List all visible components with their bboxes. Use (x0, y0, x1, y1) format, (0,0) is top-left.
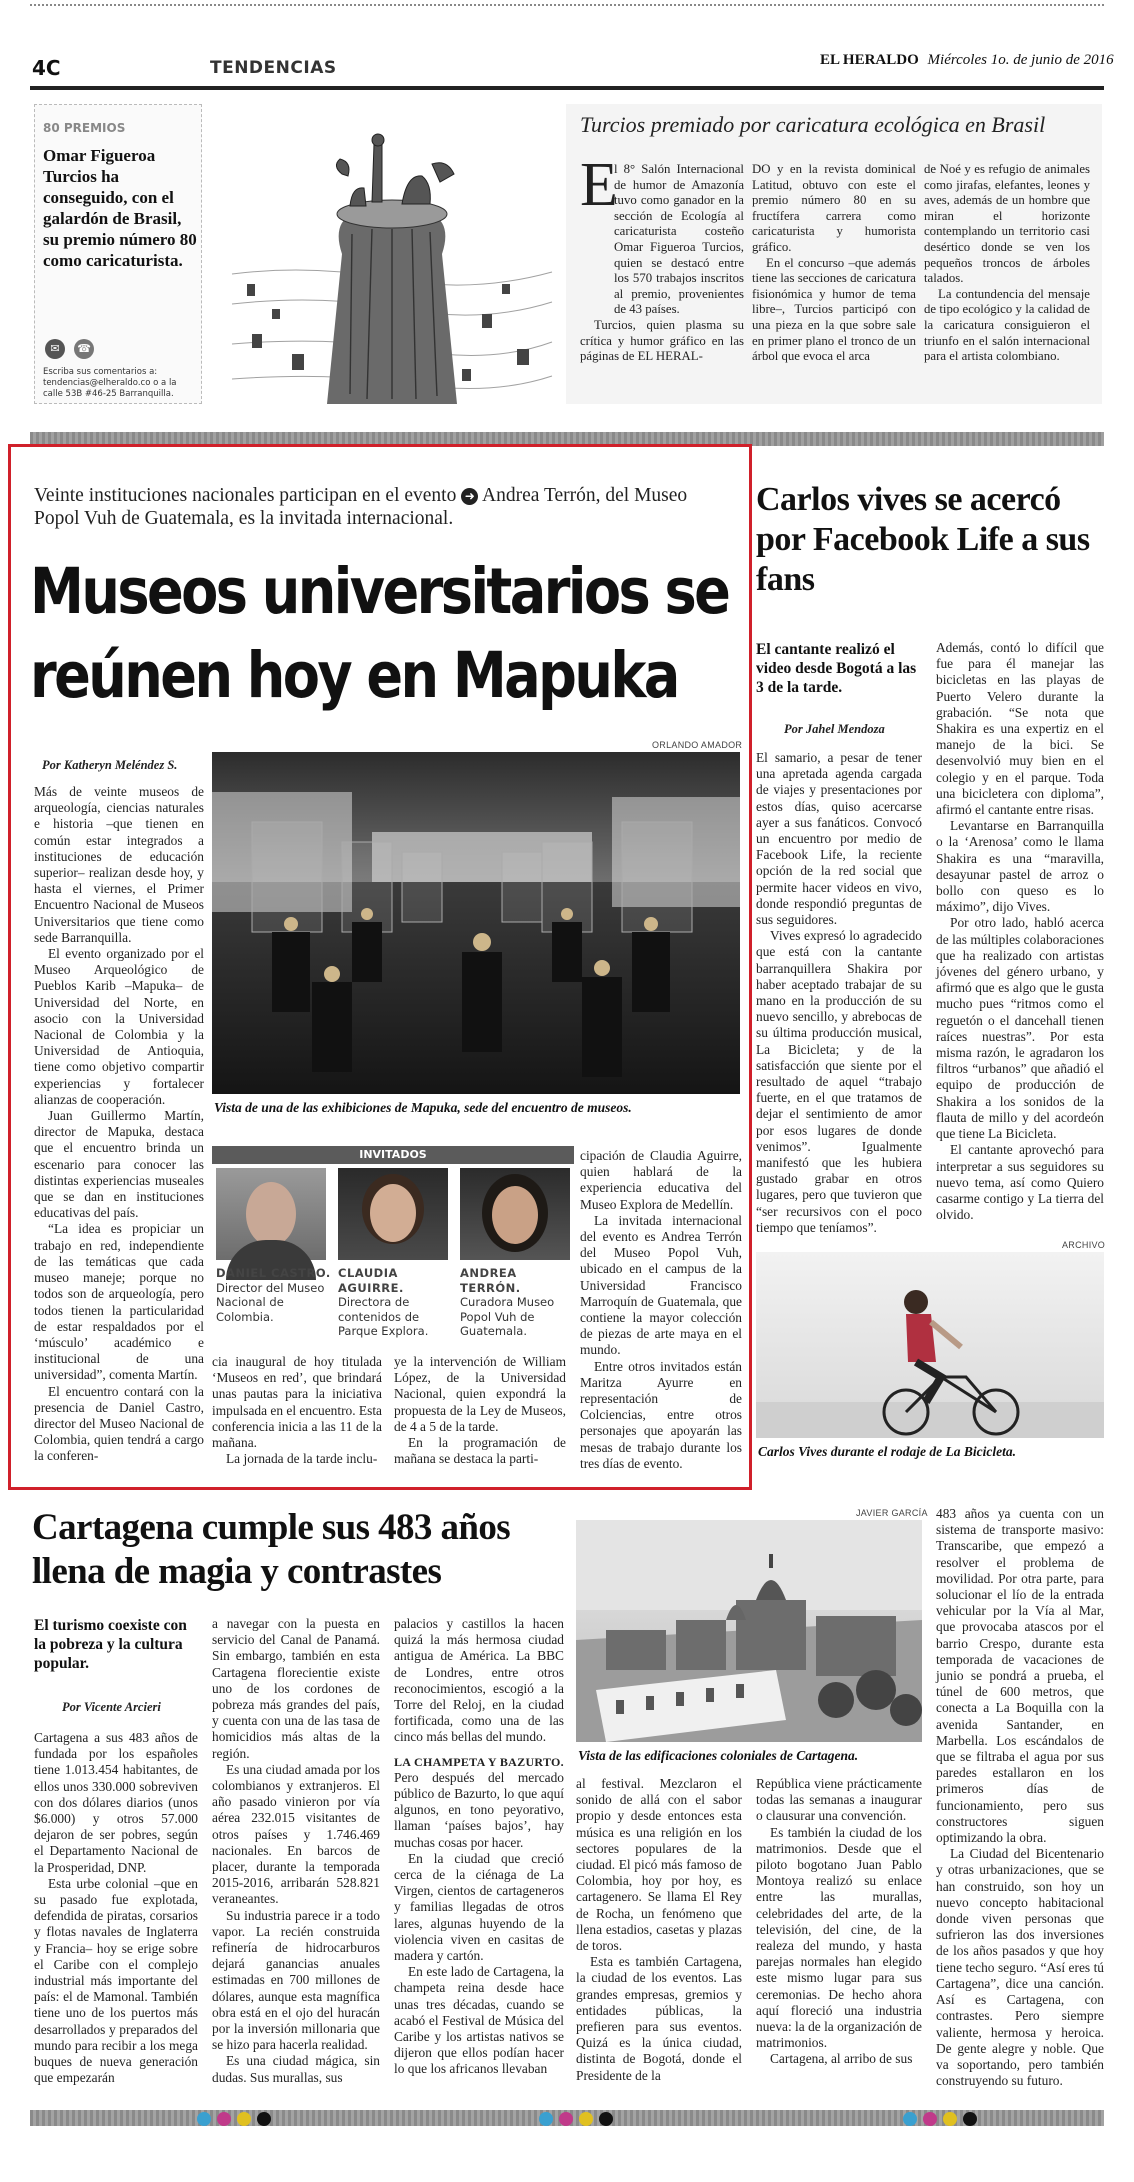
top-story-summary: Omar Figueroa Turcios ha conseguido, con el galardón de Brasil, su premio número 80 como caricaturista. (43, 146, 197, 270)
cartagena-headline-line2: llena de magia y contrastes (32, 1551, 442, 1592)
museos-col4-text: cipación de Claudia Aguirre, quien hablará de la experiencia educativa del Museo Explora de Medellín. (580, 1148, 742, 1212)
arrow-right-icon: ➜ (461, 488, 478, 505)
museos-photo-credit: ORLANDO AMADOR (652, 740, 743, 750)
chat-icon: ☎ (74, 339, 94, 359)
registration-marks-right (900, 2111, 980, 2130)
museos-col1-p4: “La idea es propiciar un trabajo en red, independiente de las temáticas que cada museo maneje; porque no todos son de arqueología, pero todos tienen la particularidad de estar respaldados por el ‘músculo’ académico e institucional de una universidad”, comenta Martín. (34, 1221, 204, 1383)
vives-photo (756, 1252, 1104, 1438)
guest-face (492, 1186, 538, 1244)
museos-headline-line1: Museos universitarios se (30, 555, 729, 628)
cartagena-subhead-label: LA CHAMPETA Y BAZURTO. (394, 1754, 564, 1769)
guest-name: CLAUDIA AGUIRRE. (338, 1266, 404, 1295)
cartagena-col5-p2: Es también la ciudad de los matrimonios. Desde que el piloto bogotano Juan Pablo Montoya realizó su enlace entre las murallas, celebridades del arte, de la televisión, del cine, de la realeza del mundo, y hasta parejas normales han elegido este mismo lugar para sus ceremonias. De hecho ahora aquí floreció una industria nueva: la de la organización de matrimonios. (756, 1824, 922, 2051)
cartagena-col5-p1: República viene prácticamente todas las semanas a inaugurar o clausurar una convención. (756, 1776, 922, 1824)
black-dot (599, 2112, 613, 2126)
cartagena-subhead (394, 1754, 564, 1851)
cartagena-col5 (756, 1776, 922, 2096)
top-story-col3 (924, 162, 1090, 402)
cartagena-photo-caption: Vista de las edificaciones coloniales de Cartagena. (578, 1748, 859, 1763)
vives-col2-p1: Además, contó lo difícil que fue para él manejar las bicicletas en las playas de Puerto Velero durante la grabación. “Se nota que Shakira es una expertiz en el manejo de la bici. Se desenvolvió muy bien en el colegio y en el parque. Toda una bicicletera con diploma”, afirmó el cantante entre risas. (936, 640, 1104, 818)
cartagena-photo-credit: JAVIER GARCÍA (856, 1508, 928, 1518)
vives-col1-p2: Vives expresó lo agradecido que está con la cantante barranquillera Shakira por haber aceptado trabajar de su mano en la producción de su nuevo sencillo, y abrebocas de su última producción musical, La Bicicleta; y de la satisfacción que siente por el resultado de aquel “trabajo fuerte, en el que tratamos de dejar el sentimiento de amor por esos lugares de donde venimos”. Igualmente manifestó que les hubiera gustado grabar en otros lugares, pero que tuvieron que “ser recursivos con el poco tiempo que teníamos”. (756, 928, 922, 1235)
cartagena-col3-p4: En este lado de Cartagena, la champeta reina desde hace unas tres décadas, cuando se acabó el Festival de Música del Caribe y los artistas nativos se dijeron que ellos podían hacer lo que los africanos llevaban (394, 1964, 564, 2077)
awards-badge: 80 PREMIOS (43, 121, 126, 135)
museos-col1 (34, 784, 204, 1464)
header-rule (30, 86, 1104, 90)
guest-portrait-aguirre (338, 1168, 448, 1260)
contact-icons (45, 337, 94, 359)
cartagena-col5-p3: Cartagena, al arribo de sus (770, 2051, 913, 2067)
magenta-dot (559, 2112, 573, 2126)
top-story-article (566, 104, 1102, 404)
paper-date (820, 52, 1114, 69)
guest-portrait-castro (216, 1168, 326, 1260)
cartagena-col4 (576, 1776, 742, 2096)
museos-col1-p5: El encuentro contará con la presencia de Daniel Castro, director del Museo Nacional de Colombia, quien tendrá a cargo la conferen- (34, 1383, 204, 1464)
page-number: 4C (32, 56, 61, 80)
comment-icon: ✉ (45, 339, 65, 359)
guest-portrait-terron (460, 1168, 570, 1260)
magenta-dot (217, 2112, 231, 2126)
museos-kicker-b: Andrea Terrón, del Museo Popol Vuh de Guatemala, es la invitada internacional. (34, 485, 688, 529)
museum-photo (212, 752, 740, 1094)
cartagena-col3 (394, 1616, 564, 2096)
museos-headline-line2: reúnen hoy en Mapuka (30, 639, 678, 712)
vives-col1 (756, 750, 922, 1235)
cartagena-col3-p3: En la ciudad que creció cerca de la ciénaga de La Virgen, cientos de cartageneros y familias llegadas de otros lares, algunas huyendo de la violencia viven en casitas de madera y cartón. (394, 1850, 564, 1964)
top-dotted-border (30, 4, 1104, 7)
guest-face (246, 1182, 296, 1246)
contact-info: Escriba sus comentarios a: tendencias@elheraldo.co o a la calle 53B #46-25 Barranquilla. (43, 367, 177, 399)
museos-col3-text-b: En la programación de mañana se destaca la parti- (394, 1435, 566, 1467)
museos-col2 (212, 1354, 382, 1466)
registration-marks-left (194, 2111, 274, 2130)
vives-photo-credit: ARCHIVO (1062, 1240, 1106, 1250)
museos-col1-p3: Juan Guillermo Martín, director de Mapuka, destaca que el encuentro brinda un escenario para conocer las distintas experiencias museales que se dan en instituciones educativas del país. (34, 1108, 204, 1221)
cartagena-col1-p1: Cartagena a sus 483 años de fundada por los españoles tiene 1.013.454 habitantes, de ellos unos 330.000 sobreviven con dos dólares diarios (unos $6.000) y otros 57.000 dejaron de ser pobres, según el Departamento Nacional de la Prosperidad, DNP. (34, 1730, 198, 1875)
museos-col4-text-c: Entre otros invitados están Maritza Ayurre en representación de Colciencias, entre otros personajes que apoyarán las mesas de trabajo durante los tres días de evento. (580, 1358, 742, 1471)
issue-date: Miércoles 1o. de junio de 2016 (927, 52, 1114, 68)
museos-col3 (394, 1354, 566, 1466)
paper-name: EL HERALDO (820, 52, 919, 68)
museos-col2-text-b: La jornada de la tarde inclu- (226, 1451, 378, 1467)
invitados-header: INVITADOS (212, 1146, 574, 1164)
section-name: TENDENCIAS (210, 58, 337, 78)
cartoon-illustration (232, 104, 552, 404)
guest-role: Director del Museo Nacional de Colombia. (216, 1280, 325, 1324)
guest-role: Directora de contenidos de Parque Explora. (338, 1295, 429, 1338)
guest-name: DANIEL CASTRO. (216, 1266, 331, 1280)
guest-role: Curadora Museo Popol Vuh de Guatemala. (460, 1295, 555, 1338)
registration-marks-center (536, 2111, 616, 2130)
vives-col2-p2: Levantarse en Barranquilla o la ‘Arenosa’ como le llama Shakira es una “maravilla, desayunar pastel de arroz o bollo con queso es lo máximo”, dijo Vives. (936, 818, 1104, 915)
yellow-dot (579, 2112, 593, 2126)
cartagena-headline-line1: Cartagena cumple sus 483 años (32, 1507, 511, 1548)
cartagena-headline (32, 1506, 592, 1594)
cartagena-col2-p2: Es una ciudad amada por los colombianos y extranjeros. El año pasado vinieron por vía aérea 232.015 visitantes de otros países y 1.746.469 nacionales. En barcos de placer, durante la temporada 2015-2016, arribarán 528.821 veraneantes. (212, 1761, 380, 1907)
cartagena-col1-p2: Esta urbe colonial –que en su pasado fue explotada, defendida de piratas, corsarios y flotas navales de Inglaterra y Francia– hoy se erige sobre el Caribe con el complejo industrial más importante del país: el de Mamonal. También tiene uno de los puertos más desarrollados y preparados del mundo para recibir a los mega buques de nueva generación que empezarán (34, 1875, 198, 2086)
guest-caption-castro (216, 1266, 332, 1324)
cartagena-col4-p1: al festival. Mezclaron el sonido de allá con el sabor propio y desde entonces esta música es una religión en los sectores populares de la ciudad. El picó más famoso de Colombia, hoy por hoy, es cartagenero. Se llama El Rey de Rocha, un fenómeno que llena estadios, casetas y plazas de toros. (576, 1776, 742, 1954)
magenta-dot (923, 2112, 937, 2126)
museos-col1-p1: Más de veinte museos de arqueología, ciencias naturales e historia –que tienen en común estar integrados a instituciones de educación superior– realizan desde hoy, y hasta el viernes, el Primer Encuentro Nacional de Museos Universitarios que tiene como sede Barranquilla. (34, 784, 204, 945)
vives-col1-p1: El samario, a pesar de tener una apretada agenda cargada de viajes y presentaciones por estos días, quiso acercarse ayer a sus fanáticos. Convocó un encuentro por medio de Facebook Life, la reciente opción de la red social que permite hacer videos en vivo, donde respondió preguntas de sus seguidores. (756, 750, 922, 928)
yellow-dot (943, 2112, 957, 2126)
museos-kicker (34, 484, 734, 530)
cartagena-col6-p1: 483 años ya cuenta con un sistema de transporte masivo: Transcaribe, que empezó a resolver el problema de movilidad. Por otra parte, para solucionar el lío de la entrada vehicular por la Vía al Mar, que provocaba atascos por el barrio Crespo, durante esta temporada de vacaciones de junio se pondrá a prueba, el túnel de 600 metros, que conecta a La Boquilla con la avenida Santander, en Marbella. Los escándalos de que se filtraba el agua por sus paredes estallaron en los primeros días de funcionamiento, pero sus constructores siguen optimizando la obra. (936, 1506, 1104, 1846)
vives-byline: Por Jahel Mendoza (784, 722, 885, 736)
cartagena-deck: El turismo coexiste con la pobreza y la cultura popular. (34, 1617, 187, 1672)
black-dot (257, 2112, 271, 2126)
cyan-dot (539, 2112, 553, 2126)
vives-deck: El cantante realizó el video desde Bogotá a las 3 de la tarde. (756, 641, 917, 696)
top-story-sidebar (34, 104, 202, 404)
cyan-dot (197, 2112, 211, 2126)
cartagena-byline: Por Vicente Arcieri (62, 1700, 161, 1714)
museos-kicker-a: Veinte instituciones nacionales participan en el evento (34, 485, 457, 506)
cartagena-col2-p4: Es una ciudad mágica, sin dudas. Sus murallas, sus (212, 2053, 380, 2085)
cartagena-col6 (936, 1506, 1104, 2096)
cartagena-col3-p2: Pero después del mercado público de Bazurto, lo que aquí algunos, en tono peyorativo, llaman ‘países bajos’, hay muchas cosas por hacer. (394, 1769, 564, 1850)
invitados-box (212, 1146, 574, 1346)
vives-col2-p4: El cantante aprovechó para interpretar a sus seguidores su nuevo tema, así como Quiero casarme contigo y La tierra del olvido. (936, 1142, 1104, 1223)
vives-col2 (936, 640, 1104, 1223)
black-dot (963, 2112, 977, 2126)
cartagena-col1 (34, 1730, 198, 2096)
museos-col4-text-b: La invitada internacional del evento es Andrea Terrón del Museo Popol Vuh, ubicado en el campus de la Universidad Francisco Marroquín de Guatemala, que contiene la mayor colección de piezas de arte maya en el mundo. (580, 1212, 742, 1358)
top-story-col2-text: DO y en la revista dominical Latitud, obtuvo con este el premio número 80 en su fructífera carrera como caricaturista y humorista gráfico. (752, 162, 916, 254)
cartagena-col2-p1: a navegar con la puesta en servicio del Canal de Panamá. Sin embargo, también en esta Cartagena florecientie existe uno de los cordones de pobreza más grandes del país, y cuenta con una de las tasa de homicidios más altas de la región. (212, 1616, 380, 1761)
top-story-col3-text-b: La contundencia del mensaje de tipo ecológico y la calidad de la caricatura consiguieron el triunfo en el salón internacional para el artista colombiano. (924, 286, 1090, 364)
top-story-col1 (580, 162, 744, 402)
guest-caption-aguirre (338, 1266, 454, 1339)
museos-col1-p2: El evento organizado por el Museo Arqueológico de Pueblos Karib –Mapuka– de Universidad del Norte, en asocio con la Universidad Nacional de Colombia y la Universidad de Antioquia, tiene como objetivo compartir experiencias y fortalecer alianzas de cooperación. (34, 946, 204, 1107)
cartagena-photo (576, 1520, 922, 1742)
cyan-dot (903, 2112, 917, 2126)
top-story-col2 (752, 162, 916, 402)
vives-headline: Carlos vives se acercó por Facebook Life a sus fans (756, 481, 1090, 598)
museos-col3-text: ye la intervención de William López, de la Universidad Nacional, quien expondrá la propuesta de la Ley de Museos, de 4 a 5 de la tarde. (394, 1354, 566, 1434)
cyclist-image (756, 1252, 1104, 1438)
museos-col2-text: cia inaugural de hoy titulada ‘Museos en red’, que brindará unas pautas para la iniciativa impulsada en el encuentro. Esta conferencia inicia a las 11 de la mañana. (212, 1354, 382, 1451)
guest-name: ANDREA TERRÓN. (460, 1266, 521, 1295)
museum-exhibition-image (212, 752, 740, 1094)
cartagena-col4-p2: Esta es también Cartagena, la ciudad de los eventos. Las grandes empresas, gremios y entidades públicas, la prefieren para sus eventos. Quizá es la única ciudad, distinta de Bogotá, donde el Presidente de la (576, 1954, 742, 2083)
dropcap: E (580, 151, 618, 219)
top-story-col2-text-b: En el concurso –que además tiene las secciones de caricatura fisionómica y humor de tema libre–, Turcios participó con una pieza en la que sobre sale en primer plano el tronco de un árbol que evoca el arca (752, 255, 916, 364)
colonial-buildings-image (576, 1520, 922, 1742)
top-story-col3-text: de Noé y es refugio de animales como jirafas, elefantes, leones y aves, además de un hombre que miran el horizonte contemplando un territorio casi desértico donde se ven los pequeños troncos de árboles talados. (924, 162, 1090, 286)
vives-photo-caption: Carlos Vives durante el rodaje de La Bicicleta. (758, 1444, 1016, 1459)
cartagena-col6-p2: La Ciudad del Bicentenario y otras urbanizaciones, que se han construido, son hoy un nuevo concepto habitacional donde viven personas que sufrieron las dos inversiones de los años pasados y que hoy tiene techo seguro. “Así eres tú Cartagena”, dice una canción. Así es Cartagena, con contrastes. Pero siempre valiente, hermosa y heroica. De gente alegre y noble. Que va soportando, pero también construyendo su futuro. (936, 1846, 1104, 2089)
vives-col2-p3: Por otro lado, habló acerca de las múltiples colaboraciones que ha realizado con artistas jóvenes del género urbano, y afirmó que es algo que le gusta mucho pues “ritmos como el reguetón o el dancehall tienen raíces nuestras”. Por esta misma razón, le agradaron los filtros “urbanos” que añadió el equipo de producción de Shakira a los sonidos de la flauta de millo y del acordeón que tiene La Bicicleta. (936, 915, 1104, 1142)
museum-photo-caption: Vista de una de las exhibiciones de Mapuka, sede del encuentro de museos. (214, 1100, 632, 1115)
cartagena-col2-p3: Su industria parece ir a todo vapor. La recién construida refinería de hidrocarburos dejará ganancias anuales estimadas en 700 millones de dólares, aunque esta magnífica obra está en el ojo del huracán por la inversión millonaria que se hizo para hacerla realidad. (212, 1907, 380, 2053)
top-story-col1-text-b: Turcios, quien plasma su crítica y humor gráfico en las páginas de EL HERAL- (580, 317, 744, 364)
cartagena-col3-p1: palacios y castillos la hacen quizá la más hermosa ciudad antigua de América. La BBC de Londres, entre otros reconocimientos, escogió a la Torre del Reloj, en la ciudad fortificada, como una de las cinco más bellas del mundo. (394, 1616, 564, 1745)
museos-byline: Por Katheryn Meléndez S. (42, 758, 178, 772)
top-story-headline: Turcios premiado por caricatura ecológica en Brasil (580, 112, 1046, 137)
museos-headline (30, 550, 729, 718)
yellow-dot (237, 2112, 251, 2126)
cartagena-col2 (212, 1616, 380, 2096)
top-story-col1-text: l 8° Salón Internacional de humor de Amazonía tuvo como ganador en la sección de Ecología al caricaturista costeño Omar Figueroa Turcios, quien se destacó entre los 570 trabajos inscritos al premio, provenientes de 43 países. (614, 162, 744, 317)
tree-ark-cartoon (232, 104, 552, 404)
guest-face (370, 1184, 416, 1242)
guest-caption-terron (460, 1266, 574, 1339)
museos-col4 (580, 1148, 742, 1471)
